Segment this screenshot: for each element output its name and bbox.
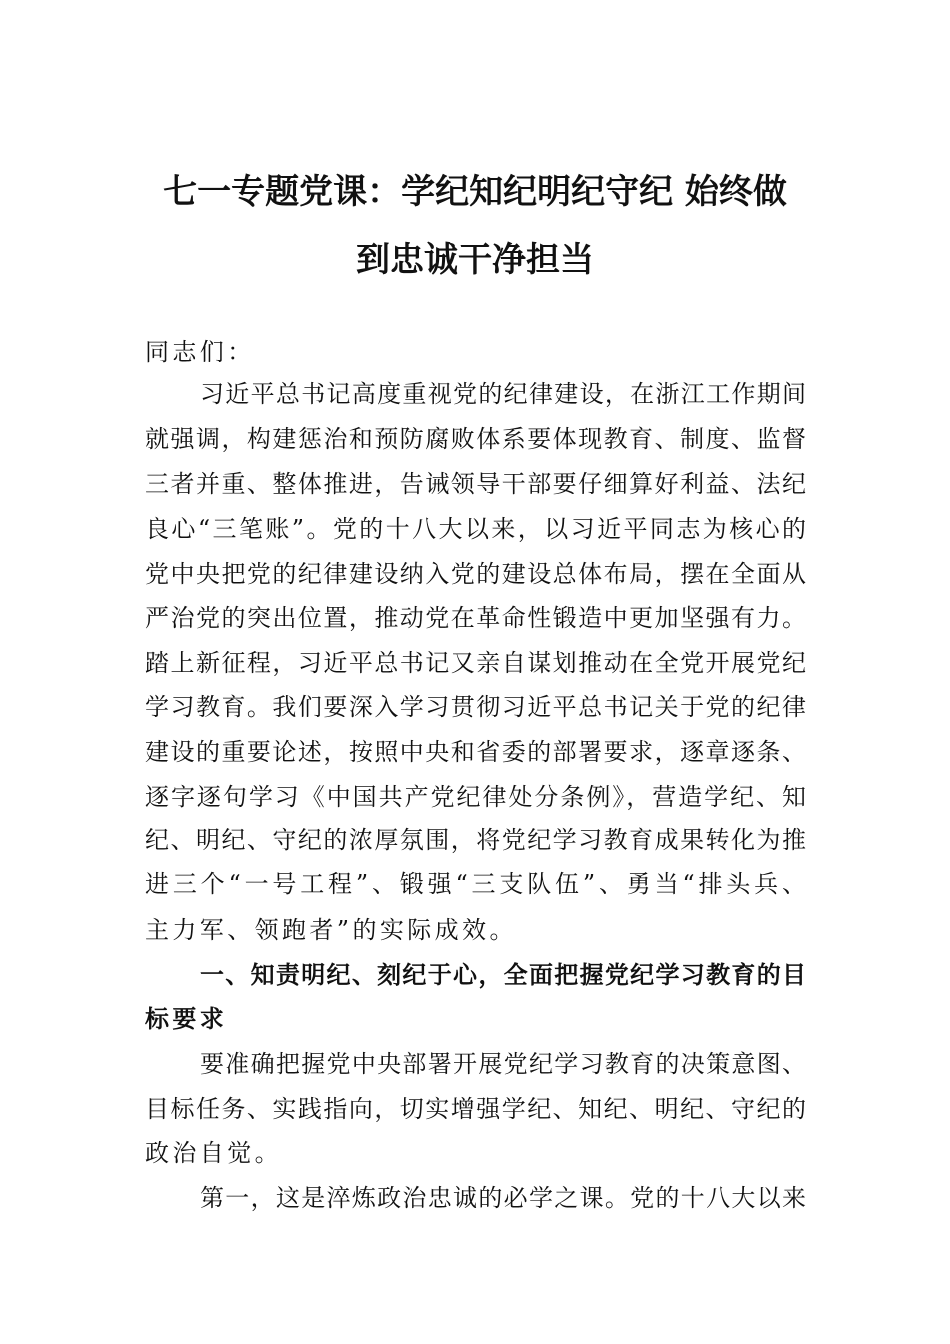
paragraph-line: 学习教育。我们要深入学习贯彻习近平总书记关于党的纪律	[145, 693, 806, 721]
paragraph-line: 第一，这是淬炼政治忠诚的必学之课。党的十八大以来	[200, 1184, 806, 1212]
paragraph-line: 就强调，构建惩治和预防腐败体系要体现教育、制度、监督	[145, 425, 806, 453]
document-title-line-2: 到忠诚干净担当	[356, 240, 594, 280]
paragraph-line: 进三个“一号工程”、锻强“三支队伍”、勇当“排头兵、	[145, 870, 806, 898]
paragraph-line: 主力军、领跑者”的实际成效。	[145, 916, 517, 944]
paragraph-line: 党中央把党的纪律建设纳入党的建设总体布局，摆在全面从	[145, 560, 806, 588]
paragraph-line: 三者并重、整体推进，告诫领导干部要仔细算好利益、法纪	[145, 470, 806, 498]
section-heading-line: 标要求	[145, 1005, 228, 1033]
paragraph-line: 习近平总书记高度重视党的纪律建设，在浙江工作期间	[200, 380, 806, 408]
section-heading-line: 一、知责明纪、刻纪于心，全面把握党纪学习教育的目	[200, 961, 806, 989]
paragraph-line: 要准确把握党中央部署开展党纪学习教育的决策意图、	[200, 1050, 806, 1078]
paragraph-line: 目标任务、实践指向，切实增强学纪、知纪、明纪、守纪的	[145, 1095, 806, 1123]
document-title-line-1: 七一专题党课：学纪知纪明纪守纪 始终做	[163, 172, 787, 212]
paragraph-line: 严治党的突出位置，推动党在革命性锻造中更加坚强有力。	[145, 604, 806, 632]
paragraph-line: 逐字逐句学习《中国共产党纪律处分条例》，营造学纪、知	[145, 783, 806, 811]
paragraph-line: 政治自觉。	[145, 1139, 282, 1167]
paragraph-line: 建设的重要论述，按照中央和省委的部署要求，逐章逐条、	[145, 738, 806, 766]
paragraph-line: 纪、明纪、守纪的浓厚氛围，将党纪学习教育成果转化为推	[145, 826, 806, 854]
paragraph-line: 踏上新征程，习近平总书记又亲自谋划推动在全党开展党纪	[145, 649, 806, 677]
salutation: 同志们：	[145, 338, 255, 366]
paragraph-line: 良心“三笔账”。党的十八大以来，以习近平同志为核心的	[145, 515, 806, 543]
